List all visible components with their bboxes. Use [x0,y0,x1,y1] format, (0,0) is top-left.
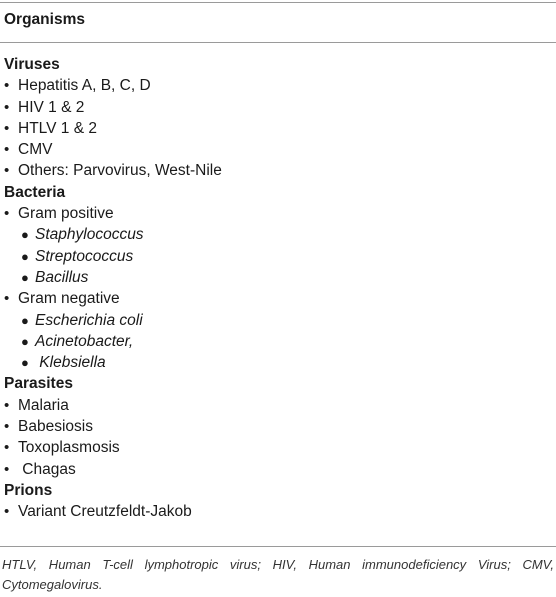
sub-list-item-label: Klebsiella [35,354,106,372]
bullet-icon: • [4,141,10,159]
bullet-icon: • [4,290,10,308]
sub-list-item-label: Escherichia coli [35,311,143,329]
list-item-label: Gram positive [18,205,114,223]
sub-list-item [4,352,552,373]
sub-list-item-label: Acinetobacter, [35,332,134,350]
list-item [4,75,552,96]
table-body [4,54,552,523]
list-item-label: Gram negative [18,290,120,308]
sub-bullet-icon: ● [21,355,29,371]
sub-list-item [4,310,552,331]
sub-list-item-label: Streptococcus [35,247,134,265]
section-title-viruses: Viruses [4,56,60,73]
section-title-parasites: Parasites [4,375,73,393]
list-item [4,288,552,309]
table-footnote: HTLV, Human T-cell lymphotropic virus; HIV, Human immunodeficiency Virus; CMV, Cytomegalovirus. [2,557,554,592]
list-item [4,501,552,522]
list-item-label: HTLV 1 & 2 [18,119,97,137]
list-item-label: Chagas [18,460,76,478]
bullet-icon: • [4,98,10,116]
section-title-bacteria: Bacteria [4,183,66,201]
sub-bullet-icon: ● [21,333,29,349]
section-title-prions: Prions [4,481,53,499]
list-item-label: Babesiosis [18,418,93,436]
sub-bullet-icon: ● [21,269,29,285]
list-item [4,139,552,160]
list-item [4,459,552,480]
sub-list-item [4,331,552,352]
sub-bullet-icon: ● [21,227,29,243]
list-item-label: Malaria [18,396,69,414]
bullet-icon: • [4,439,10,457]
sub-bullet-icon: ● [21,248,29,264]
sub-list-item-label: Staphylococcus [35,226,144,244]
bullet-icon: • [4,162,10,180]
sub-list-item [4,224,552,245]
column-header: Organisms [4,11,85,28]
sub-list-item [4,246,552,267]
list-item [4,203,552,224]
list-item-label: HIV 1 & 2 [18,98,85,116]
bullet-icon: • [4,205,10,223]
list-item [4,395,552,416]
list-item-label: Hepatitis A, B, C, D [18,77,151,95]
list-item [4,416,552,437]
bullet-icon: • [4,119,10,137]
list-item-label: Others: Parvovirus, West-Nile [18,162,222,180]
table-bottom-rule [0,546,556,547]
sub-bullet-icon: ● [21,312,29,328]
list-item [4,160,552,181]
bullet-icon: • [4,418,10,436]
list-item [4,118,552,139]
bullet-icon: • [4,460,10,478]
bullet-icon: • [4,396,10,414]
sub-list-item-label: Bacillus [35,268,89,286]
list-item [4,437,552,458]
list-item [4,97,552,118]
list-item-label: Toxoplasmosis [18,439,120,457]
bullet-icon: • [4,77,10,95]
table-top-rule [0,2,556,3]
bullet-icon: • [4,503,10,521]
list-item-label: CMV [18,141,53,159]
list-item-label: Variant Creutzfeldt-Jakob [18,503,192,521]
header-rule [0,42,556,43]
sub-list-item [4,267,552,288]
